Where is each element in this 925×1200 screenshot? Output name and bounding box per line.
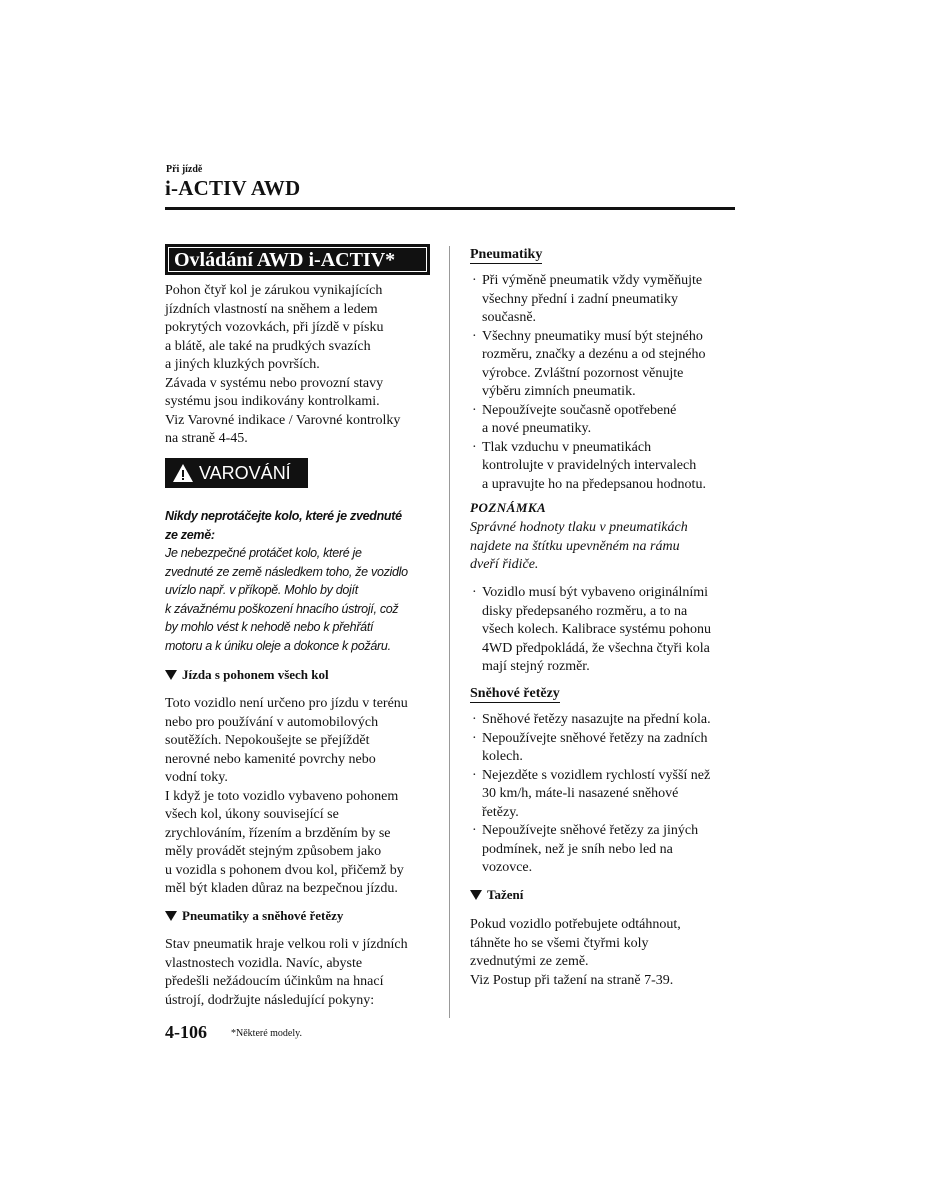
chapter-heading	[165, 244, 430, 275]
subhead-tires-chains	[165, 908, 343, 924]
text-line: Nikdy neprotáčejte kolo, které je zvednuté	[165, 509, 402, 523]
text-line: kontrolujte v pravidelných intervalech	[482, 458, 697, 473]
text-line: k závažnému poškození hnacího ústrojí, což	[165, 601, 399, 616]
text-line: ústrojí, dodržujte následující pokyny:	[165, 992, 375, 1008]
chains-heading-text: Sněhové řetězy	[470, 686, 560, 701]
text-line: všech kolech. Kalibrace systému pohonu	[482, 622, 711, 637]
text-line: zrychlováním, řízením a brzděním by se	[165, 825, 391, 841]
list-item	[470, 711, 745, 730]
text-line: najdete na štítku upevněném na rámu	[470, 538, 680, 554]
tires-chains-paragraph	[165, 936, 440, 1010]
text-line: a blátě, ale také na prudkých svazích	[165, 338, 371, 354]
text-line: všechny přední i zadní pneumatiky	[482, 291, 678, 307]
text-line: měly provádět stejným způsobem jako	[165, 844, 382, 859]
warning-label	[165, 458, 308, 488]
triangle-down-icon	[165, 670, 177, 680]
tires-heading-text: Pneumatiky	[470, 247, 543, 262]
text-line: 30 km/h, máte-li nasazené sněhové	[482, 786, 679, 801]
note-heading: POZNÁMKA	[470, 500, 547, 515]
text-line: Viz Varovné indikace / Varovné kontrolky	[165, 412, 401, 428]
text-line: I když je toto vozidlo vybaveno pohonem	[165, 788, 399, 804]
page-number: 4-106	[165, 1022, 207, 1042]
awd-driving-paragraph	[165, 695, 440, 899]
triangle-down-icon	[470, 890, 482, 900]
text-line: Toto vozidlo není určeno pro jízdu v terénu	[165, 696, 408, 711]
header-rule	[165, 207, 735, 210]
text-line: na straně 4-45.	[165, 431, 248, 446]
text-line: všech kol, úkony související se	[165, 807, 339, 822]
text-line: Viz Postup při tažení na straně 7-39.	[470, 972, 674, 988]
text-line: Pokud vozidlo potřebujete odtáhnout,	[470, 917, 681, 932]
text-line: · Tlak vzduchu v pneumatikách	[482, 439, 652, 455]
text-line: kolech.	[482, 749, 523, 764]
subhead-awd-driving	[165, 667, 329, 683]
text-line: vozovce.	[482, 860, 533, 875]
text-line: výrobce. Zvláštní pozornost věnujte	[482, 365, 684, 381]
text-line: Pohon čtyř kol je zárukou vynikajících	[165, 283, 383, 298]
warning-icon	[172, 463, 194, 483]
tires-list	[470, 272, 745, 494]
text-line: rozměru, značky a dezénu a od stejného	[482, 347, 706, 362]
chains-list	[470, 711, 745, 878]
text-line: by mohlo vést k nehodě nebo k přehřátí	[165, 620, 374, 634]
text-line: současně.	[482, 310, 537, 325]
text-line: · Při výměně pneumatik vždy vyměňujte	[482, 273, 703, 288]
section-title: i-ACTIV AWD	[165, 176, 301, 200]
list-item	[470, 272, 745, 328]
text-line: · Sněhové řetězy nasazujte na přední kola.	[482, 712, 711, 727]
text-line: zvednuté ze země následkem toho, že vozidlo	[165, 564, 408, 579]
list-item	[470, 402, 745, 439]
text-line: · Všechny pneumatiky musí být stejného	[482, 328, 703, 344]
text-line: podmínek, než je sníh nebo led na	[482, 841, 673, 857]
text-line: výběru zimních pneumatik.	[482, 384, 636, 399]
text-line: Závada v systému nebo provozní stavy	[165, 375, 384, 391]
wheel-size-list	[470, 584, 745, 677]
chapter-heading-text: Ovládání AWD i-ACTIV*	[168, 247, 427, 272]
text-line: · Nepoužívejte sněhové řetězy na zadních	[482, 730, 708, 746]
text-line: řetězy.	[482, 804, 519, 820]
text-line: ze země:	[165, 527, 215, 542]
towing-paragraph	[470, 916, 745, 990]
text-line: měl být kladen důraz na bezpečnou jízdu.	[165, 881, 398, 896]
text-line: a nové pneumatiky.	[482, 421, 592, 436]
text-line: předešli nežádoucím účinkům na hnací	[165, 974, 384, 989]
text-line: · Nejezděte s vozidlem rychlostí vyšší než	[482, 767, 711, 783]
list-item	[470, 767, 745, 823]
text-line: u vozidla s pohonem dvou kol, přičemž by	[165, 862, 404, 878]
text-line: pokrytých vozovkách, při jízdě v písku	[165, 320, 384, 335]
subhead-awd-driving-text: Jízda s pohonem všech kol	[182, 667, 329, 682]
text-line: vlastnostech vozidla. Navíc, abyste	[165, 955, 363, 971]
subhead-towing	[470, 887, 523, 903]
subhead-tires-chains-text: Pneumatiky a sněhové řetězy	[182, 908, 344, 923]
breadcrumb: Při jízdě	[166, 164, 203, 175]
footnote: *Některé modely.	[231, 1028, 302, 1039]
text-line: uvízlo např. v příkopě. Mohlo by dojít	[165, 583, 358, 597]
text-line: a jiných kluzkých površích.	[165, 357, 320, 372]
text-line: Je nebezpečné protáčet kolo, které je	[165, 546, 362, 560]
text-line: · Nepoužívejte současně opotřebené	[482, 402, 677, 418]
text-line: Stav pneumatik hraje velkou roli v jízdních	[165, 937, 408, 952]
text-line: · Nepoužívejte sněhové řetězy za jiných	[482, 823, 699, 838]
text-line: motoru a k úniku oleje a dokonce k požáru.	[165, 638, 391, 653]
text-line: vodní toky.	[165, 770, 228, 785]
text-line: zvednutými ze země.	[470, 954, 589, 969]
warning-text	[165, 544, 440, 655]
warning-title	[165, 507, 440, 544]
text-line: mají stejný rozměr.	[482, 659, 590, 674]
list-item	[470, 328, 745, 402]
column-divider	[449, 246, 450, 1018]
text-line: nerovné nebo kamenité povrchy nebo	[165, 751, 376, 767]
text-line: disky předepsaného rozměru, a to na	[482, 603, 688, 619]
list-item	[470, 584, 745, 677]
text-line: nebo pro používání v automobilových	[165, 714, 379, 730]
text-line: Správné hodnoty tlaku v pneumatikách	[470, 520, 688, 535]
text-line: a upravujte ho na předepsanou hodnotu.	[482, 476, 706, 492]
list-item	[470, 822, 745, 878]
chains-heading	[470, 684, 560, 703]
text-line: 4WD předpokládá, že všechna čtyři kola	[482, 640, 710, 656]
list-item	[470, 439, 745, 495]
warning-label-text: VAROVÁNÍ	[199, 463, 291, 483]
warning-block	[165, 507, 440, 655]
subhead-towing-text: Tažení	[487, 887, 524, 902]
triangle-down-icon	[165, 911, 177, 921]
text-line: soutěžích. Nepokoušejte se přejíždět	[165, 733, 370, 748]
intro-paragraph	[165, 282, 440, 449]
note-text	[470, 519, 745, 575]
text-line: systému jsou indikovány kontrolkami.	[165, 394, 380, 409]
text-line: dveří řidiče.	[470, 557, 539, 572]
list-item	[470, 730, 745, 767]
text-line: jízdních vlastností na sněhem a ledem	[165, 301, 378, 317]
text-line: táhněte ho se všemi čtyřmi koly	[470, 935, 649, 951]
text-line: · Vozidlo musí být vybaveno originálními	[482, 585, 709, 600]
tires-heading	[470, 245, 542, 264]
